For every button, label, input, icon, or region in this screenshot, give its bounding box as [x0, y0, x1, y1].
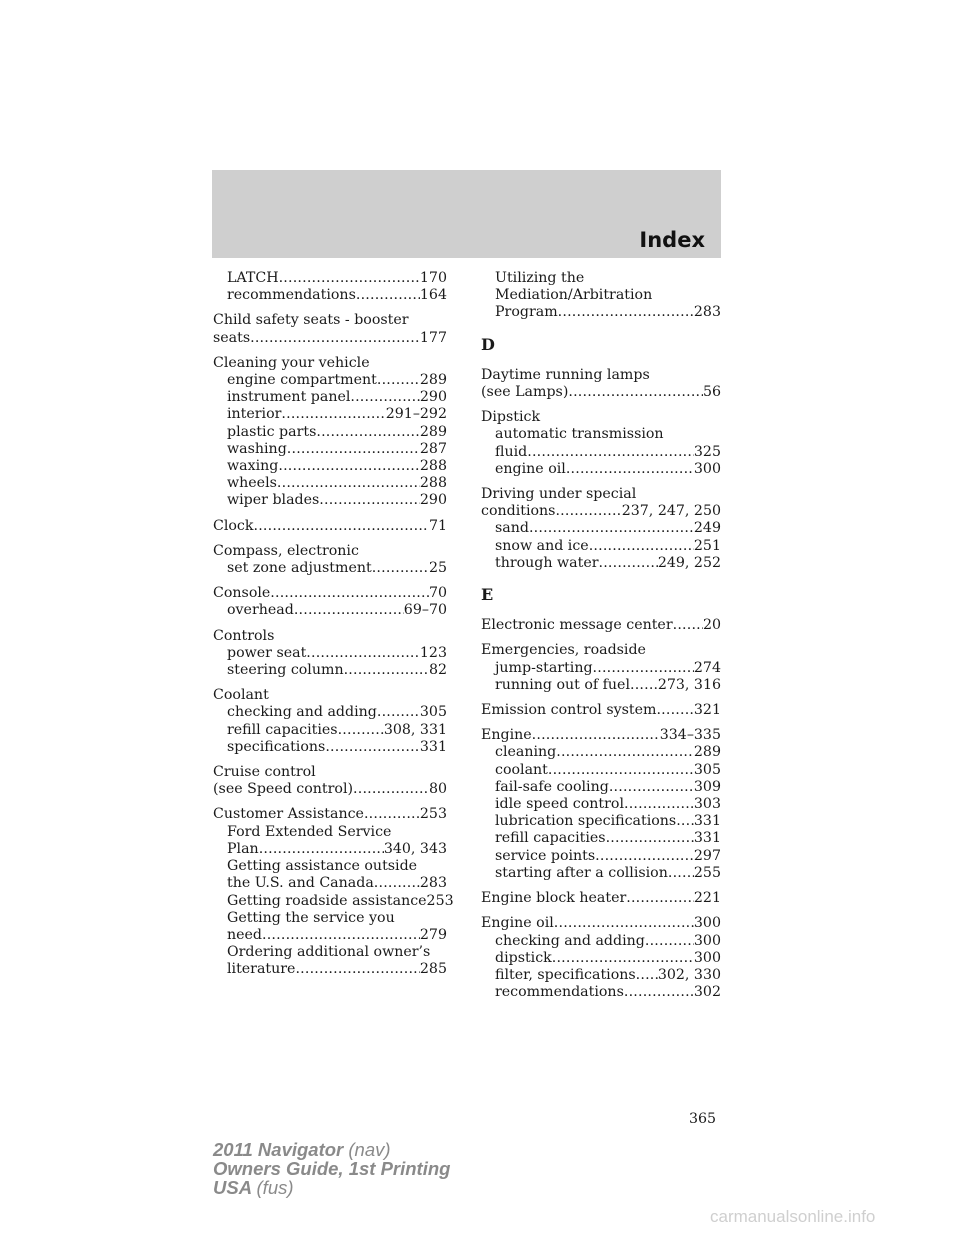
page-number: 365 — [689, 1111, 717, 1127]
entry-text: snow and ice — [495, 537, 589, 554]
index-subentry — [213, 722, 447, 739]
entry-page-ref: 297 — [693, 847, 721, 864]
index-entry — [481, 890, 721, 907]
index-term — [213, 543, 447, 560]
index-entry — [213, 764, 447, 798]
index-term — [481, 617, 721, 634]
index-subentry — [481, 520, 721, 537]
entry-page-ref: 249 — [693, 520, 721, 537]
index-subentry — [481, 933, 721, 950]
entry-text: seats — [213, 329, 251, 346]
entry-text: Child safety seats - booster — [213, 312, 409, 329]
dot-leader — [306, 645, 420, 662]
index-subentry — [213, 841, 447, 858]
entry-text: Clock — [213, 517, 254, 534]
entry-text: Engine oil — [481, 915, 554, 932]
dot-leader — [552, 950, 694, 967]
entry-page-ref: 283 — [419, 875, 447, 892]
entry-text: Cruise control — [213, 764, 316, 781]
entry-page-ref: 70 — [428, 585, 447, 602]
entry-text: instrument panel — [227, 389, 351, 406]
footer-model: 2011 Navigator — [213, 1139, 344, 1160]
entry-text: (see Speed control) — [213, 781, 354, 798]
entry-page-ref: 302 — [693, 984, 721, 1001]
index-term — [213, 518, 447, 535]
index-term — [213, 355, 447, 372]
index-entry — [213, 806, 454, 978]
entry-page-ref: 290 — [419, 492, 447, 509]
entry-page-ref: 303 — [693, 796, 721, 813]
dot-leader — [262, 927, 420, 944]
entry-page-ref: 285 — [419, 961, 447, 978]
entry-text: (see Lamps) — [481, 384, 569, 401]
entry-page-ref: 253 — [426, 892, 454, 909]
entry-text: Cleaning your vehicle — [213, 354, 370, 371]
entry-text: fail-safe cooling — [495, 778, 609, 795]
entry-text: Coolant — [213, 687, 269, 704]
dot-leader — [253, 518, 428, 535]
index-subentry — [213, 704, 447, 721]
index-entry — [481, 409, 721, 478]
index-subentry — [481, 555, 721, 572]
index-term — [213, 687, 447, 704]
dot-leader — [624, 984, 694, 1001]
entry-text: coolant — [495, 761, 548, 778]
index-subentry — [213, 492, 447, 509]
entry-page-ref: 80 — [428, 781, 447, 798]
entry-page-ref: 273, 316 — [657, 676, 721, 693]
index-entry — [481, 915, 721, 1001]
entry-text: Getting assistance outside — [227, 858, 418, 875]
index-column-right — [481, 270, 721, 1001]
entry-text: wiper blades — [227, 492, 320, 509]
index-entry — [213, 687, 447, 756]
index-entry — [481, 617, 721, 634]
entry-page-ref: 290 — [419, 389, 447, 406]
entry-text: refill capacities — [227, 721, 338, 738]
entry-text: service points — [495, 847, 596, 864]
dot-leader — [356, 287, 420, 304]
dot-leader — [250, 330, 420, 347]
dot-leader — [353, 781, 429, 798]
entry-page-ref: 300 — [693, 932, 721, 949]
entry-page-ref: 279 — [419, 926, 447, 943]
index-subentry — [481, 660, 721, 677]
index-subentry — [213, 662, 447, 679]
entry-text: need — [227, 926, 263, 943]
entry-page-ref: 123 — [419, 644, 447, 661]
entry-text: Utilizing the — [495, 270, 585, 286]
index-subentry — [481, 744, 721, 761]
entry-page-ref: 340, 343 — [383, 840, 447, 857]
index-subentry — [481, 796, 721, 813]
dot-leader — [259, 841, 384, 858]
index-subentry — [213, 961, 447, 978]
entry-text: washing — [227, 440, 287, 457]
index-subentry — [213, 389, 447, 406]
dot-leader — [606, 830, 694, 847]
dot-leader — [656, 702, 693, 719]
dot-leader — [599, 555, 658, 572]
index-subentry — [213, 406, 447, 423]
entry-page-ref: 283 — [693, 304, 721, 321]
index-subentry — [213, 560, 447, 577]
index-subentry — [481, 967, 721, 984]
index-term — [481, 642, 721, 659]
entry-text: through water — [495, 554, 599, 571]
entry-text: checking and adding — [495, 932, 645, 949]
entry-page-ref: 237, 247, 250 — [621, 503, 721, 520]
index-term — [213, 585, 447, 602]
entry-page-ref: 300 — [693, 915, 721, 932]
entry-text: Program — [495, 304, 558, 321]
index-subentry — [481, 304, 721, 321]
entry-page-ref: 251 — [693, 537, 721, 554]
section-header-band — [212, 170, 721, 258]
dot-leader — [350, 389, 420, 406]
index-entry — [481, 642, 721, 694]
entry-text: Getting roadside assistance — [227, 892, 427, 909]
dot-leader — [374, 875, 420, 892]
entry-page-ref: 164 — [419, 287, 447, 304]
dot-leader — [287, 441, 420, 458]
entry-text: dipstick — [495, 949, 552, 966]
entry-page-ref: 221 — [693, 890, 721, 907]
index-entry — [213, 585, 447, 619]
index-term — [481, 503, 721, 520]
entry-text: recommendations — [227, 287, 356, 304]
index-subentry — [481, 813, 721, 830]
entry-text: wheels — [227, 475, 277, 492]
footer-model-code: (nav) — [348, 1139, 391, 1160]
entry-text: starting after a collision — [495, 864, 668, 881]
entry-text: Customer Assistance — [213, 806, 364, 823]
entry-text: power seat — [227, 644, 307, 661]
index-entry — [213, 518, 447, 535]
dot-leader — [676, 813, 694, 830]
entry-page-ref: 82 — [428, 662, 447, 679]
index-subentry — [213, 910, 447, 927]
entry-text: literature — [227, 961, 296, 978]
index-term — [481, 486, 721, 503]
dot-leader — [548, 762, 694, 779]
footer-market-code: (fus) — [256, 1177, 294, 1198]
index-letter-heading: D — [481, 334, 495, 354]
index-subentry — [481, 830, 721, 847]
index-entry — [481, 367, 721, 401]
entry-text: Dipstick — [481, 409, 541, 426]
index-column-left — [213, 270, 454, 979]
entry-text: lubrication specifications — [495, 813, 677, 830]
dot-leader — [532, 727, 660, 744]
entry-page-ref: 331 — [693, 813, 721, 830]
entry-page-ref: 331 — [693, 830, 721, 847]
index-term — [213, 806, 447, 823]
entry-page-ref: 249, 252 — [657, 554, 721, 571]
dot-leader — [377, 372, 420, 389]
entry-page-ref: 289 — [419, 423, 447, 440]
section-title: Index — [639, 228, 705, 252]
index-subentry — [213, 602, 447, 619]
dot-leader — [279, 270, 420, 287]
entry-page-ref: 302, 330 — [657, 966, 721, 983]
entry-text: sand — [495, 520, 529, 537]
entry-text: plastic parts — [227, 423, 317, 440]
entry-page-ref: 253 — [419, 806, 447, 823]
entry-text: conditions — [481, 503, 556, 520]
dot-leader — [364, 806, 420, 823]
entry-page-ref: 274 — [693, 659, 721, 676]
entry-page-ref: 20 — [702, 617, 721, 634]
index-subentry — [213, 270, 447, 287]
entry-page-ref: 305 — [419, 704, 447, 721]
index-subentry — [481, 426, 721, 443]
dot-leader — [316, 424, 420, 441]
index-subentry — [481, 762, 721, 779]
dot-leader — [529, 520, 694, 537]
dot-leader — [338, 722, 384, 739]
dot-leader — [566, 461, 694, 478]
entry-page-ref: 287 — [419, 440, 447, 457]
entry-text: Mediation/Arbitration — [495, 287, 653, 304]
index-subentry — [481, 538, 721, 555]
entry-page-ref: 305 — [693, 761, 721, 778]
index-subentry — [213, 944, 447, 961]
index-term — [213, 330, 447, 347]
dot-leader — [344, 662, 429, 679]
entry-text: waxing — [227, 458, 279, 475]
entry-text: Driving under special — [481, 486, 637, 503]
index-term — [481, 890, 721, 907]
index-subentry — [481, 677, 721, 694]
entry-text: Emission control system — [481, 702, 657, 719]
entry-page-ref: 325 — [693, 443, 721, 460]
dot-leader — [595, 848, 694, 865]
entry-page-ref: 289 — [693, 744, 721, 761]
entry-text: interior — [227, 406, 282, 423]
entry-text: the U.S. and Canada — [227, 875, 374, 892]
dot-leader — [589, 538, 694, 555]
index-term — [213, 312, 447, 329]
dot-leader — [568, 384, 703, 401]
entry-text: automatic transmission — [495, 426, 664, 443]
entry-page-ref: 300 — [693, 460, 721, 477]
entry-page-ref: 300 — [693, 949, 721, 966]
dot-leader — [630, 677, 658, 694]
index-subentry — [481, 461, 721, 478]
entry-text: engine compartment — [227, 372, 377, 389]
dot-leader — [319, 492, 420, 509]
entry-text: checking and adding — [227, 704, 377, 721]
dot-leader — [527, 444, 694, 461]
index-subentry — [213, 739, 447, 756]
index-entry — [213, 543, 447, 577]
index-term — [213, 628, 447, 645]
entry-page-ref: 69–70 — [403, 602, 447, 619]
entry-text: Engine block heater — [481, 890, 627, 907]
entry-page-ref: 25 — [428, 560, 447, 577]
entry-text: Daytime running lamps — [481, 366, 650, 383]
entry-text: Compass, electronic — [213, 542, 359, 559]
index-term — [481, 384, 721, 401]
entry-text: cleaning — [495, 744, 557, 761]
entry-text: jump-starting — [495, 659, 593, 676]
index-entry — [213, 312, 447, 346]
index-entry — [213, 628, 447, 680]
index-subentry — [213, 927, 447, 944]
footer-market: USA — [213, 1177, 252, 1198]
entry-page-ref: 170 — [419, 270, 447, 286]
entry-text: refill capacities — [495, 830, 606, 847]
dot-leader — [278, 458, 420, 475]
entry-text: Emergencies, roadside — [481, 642, 646, 659]
entry-text: Plan — [227, 840, 259, 857]
index-subentry — [213, 475, 447, 492]
dot-leader — [270, 585, 429, 602]
entry-text: running out of fuel — [495, 676, 630, 693]
entry-page-ref: 309 — [693, 778, 721, 795]
index-entry — [213, 355, 447, 510]
entry-text: idle speed control — [495, 796, 624, 813]
entry-text: steering column — [227, 662, 344, 679]
index-entry — [481, 270, 721, 322]
dot-leader — [593, 660, 694, 677]
entry-text: overhead — [227, 602, 294, 619]
index-subentry — [481, 984, 721, 1001]
entry-text: LATCH — [227, 270, 279, 286]
entry-text: Console — [213, 585, 271, 602]
index-subentry — [481, 270, 721, 287]
entry-text: engine oil — [495, 460, 566, 477]
index-subentry — [481, 950, 721, 967]
dot-leader — [556, 744, 694, 761]
index-subentry — [213, 824, 447, 841]
entry-page-ref: 288 — [419, 458, 447, 475]
index-subentry — [213, 645, 447, 662]
dot-leader — [626, 890, 694, 907]
entry-page-ref: 308, 331 — [383, 721, 447, 738]
index-subentry — [481, 848, 721, 865]
entry-text: specifications — [227, 738, 326, 755]
index-subentry — [213, 858, 447, 875]
watermark: carmanualsonline.info — [710, 1207, 876, 1226]
index-letter-heading: E — [481, 585, 494, 605]
index-subentry — [481, 287, 721, 304]
entry-text: filter, specifications — [495, 966, 636, 983]
entry-text: Ford Extended Service — [227, 823, 392, 840]
index-term — [481, 409, 721, 426]
index-term — [481, 367, 721, 384]
entry-page-ref: 334–335 — [659, 727, 721, 744]
entry-text: recommendations — [495, 984, 624, 1001]
index-entry — [481, 702, 721, 719]
index-entry — [481, 727, 721, 882]
entry-page-ref: 321 — [693, 702, 721, 719]
entry-page-ref: 331 — [419, 738, 447, 755]
entry-text: Engine — [481, 727, 532, 744]
index-subentry — [213, 441, 447, 458]
entry-text: Ordering additional owner’s — [227, 944, 431, 961]
entry-page-ref: 291–292 — [385, 406, 447, 423]
index-entry — [481, 486, 721, 572]
entry-page-ref: 177 — [419, 329, 447, 346]
dot-leader — [624, 796, 694, 813]
entry-page-ref: 289 — [419, 372, 447, 389]
entry-text: Controls — [213, 627, 275, 644]
index-subentry — [213, 875, 447, 892]
index-subentry — [213, 287, 447, 304]
dot-leader — [555, 503, 621, 520]
dot-leader — [645, 933, 694, 950]
entry-text: Getting the service you — [227, 909, 395, 926]
index-term — [481, 915, 721, 932]
index-entry — [213, 270, 447, 304]
dot-leader — [377, 704, 420, 721]
index-subentry — [213, 424, 447, 441]
index-subentry — [213, 372, 447, 389]
entry-page-ref: 288 — [419, 475, 447, 492]
index-subentry — [213, 892, 454, 910]
dot-leader — [554, 915, 694, 932]
index-subentry — [481, 779, 721, 796]
entry-page-ref: 255 — [693, 864, 721, 881]
dot-leader — [673, 617, 703, 634]
index-term — [481, 727, 721, 744]
dot-leader — [609, 779, 694, 796]
dot-leader — [277, 475, 420, 492]
index-subentry — [481, 444, 721, 461]
entry-text: fluid — [495, 443, 528, 460]
dot-leader — [281, 406, 385, 423]
dot-leader — [372, 560, 429, 577]
index-term — [481, 702, 721, 719]
index-subentry — [213, 458, 447, 475]
dot-leader — [636, 967, 658, 984]
dot-leader — [295, 961, 419, 978]
dot-leader — [558, 304, 694, 321]
index-term — [213, 764, 447, 781]
document-footer — [213, 1140, 450, 1197]
entry-page-ref: 71 — [428, 517, 447, 534]
footer-edition: Owners Guide, 1st Printing — [213, 1158, 451, 1179]
dot-leader — [325, 739, 420, 756]
entry-text: set zone adjustment — [227, 560, 372, 577]
dot-leader — [668, 865, 694, 882]
entry-text: Electronic message center — [481, 617, 673, 634]
dot-leader — [294, 602, 404, 619]
entry-page-ref: 56 — [702, 384, 721, 401]
index-term — [213, 781, 447, 798]
index-subentry — [481, 865, 721, 882]
